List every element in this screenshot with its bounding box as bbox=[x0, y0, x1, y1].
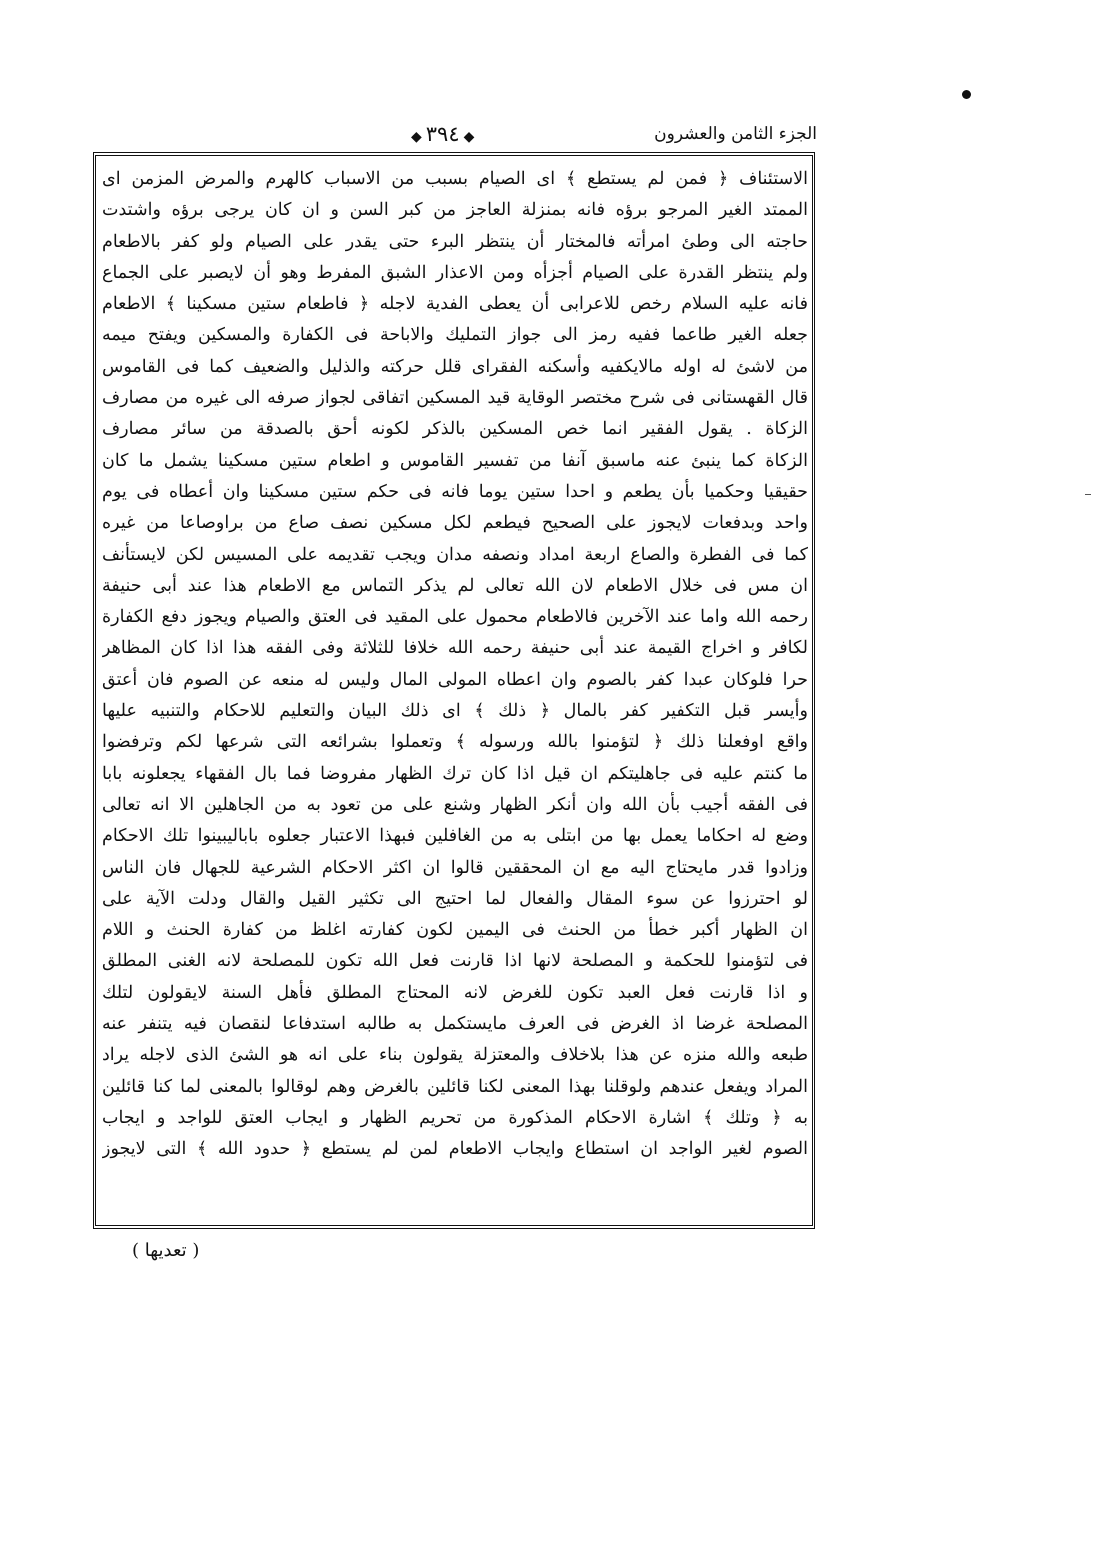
text-line: به ﴿ وتلك ﴾ اشارة الاحكام المذكورة من تحريم الظهار و ايجاب العتق للواجد و ايجاب bbox=[102, 1107, 808, 1128]
page-number: ٣٩٤ bbox=[425, 122, 460, 146]
text-line: واقع اوفعلنا ذلك ﴿ لتؤمنوا بالله ورسوله ﴾ وتعملوا بشرائعه التى شرعها لكم وترفضوا bbox=[102, 732, 808, 753]
page-header bbox=[95, 122, 817, 154]
text-line: لكافر و اخراج القيمة عند أبى حنيفة رحمه الله خلافا للثلاثة وفى الفقه هذا اذا كان المظاهر bbox=[102, 638, 808, 659]
text-line: حقيقيا وحكميا بأن يطعم و احدا ستين يوما فانه فى حكم ستين مسكينا وان أعطاه فى يوم bbox=[102, 481, 808, 502]
text-line: ولم ينتظر القدرة على الصيام أجزأه ومن الاعذار الشبق المفرط وهو أن لايصبر على الجماع bbox=[102, 262, 808, 283]
text-line: طبعه والله منزه عن هذا بلاخلاف والمعتزلة يقولون بناء على انه هو الشئ الذى لاجله يراد bbox=[102, 1045, 808, 1066]
text-line: المراد ويفعل عندهم ولوقلنا بهذا المعنى لكنا قائلين بالغرض وهم لوقالوا بالمعنى لما كنا قائلين bbox=[102, 1076, 808, 1097]
text-line: و اذا قارنت فعل العبد تكون للغرض لانه المحتاج المطلق فأهل السنة لايقولون لتلك bbox=[102, 982, 808, 1003]
text-line: فى لتؤمنوا للحكمة و المصلحة لانها اذا قارنت فعل الله تكون للمصلحة لانه الغنى المطلق bbox=[102, 951, 808, 972]
ink-dot bbox=[962, 90, 971, 99]
ornament-right-icon: ◆ bbox=[463, 129, 475, 145]
ornament-left-icon: ◆ bbox=[411, 129, 422, 145]
text-line: الصوم لغير الواجد ان استطاع وايجاب الاطعام لمن لم يستطع ﴿ حدود الله ﴾ التى لايجوز bbox=[102, 1139, 808, 1160]
text-line: ما كنتم عليه فى جاهليتكم ان قيل اذا كان ترك الظهار مفروضا فما بال الفقهاء يجعلونه بابا bbox=[102, 763, 808, 784]
text-line: لو احترزوا عن سوء المقال والفعال لما احتيج الى تكثير القيل والقال ودلت الآية على bbox=[102, 888, 808, 909]
volume-title: الجزء الثامن والعشرون bbox=[654, 124, 817, 144]
text-line: المصلحة غرضا اذ الغرض فى العرف مايستكمل به طالبه استدفاعا لنقصان فيه يتنفر عنه bbox=[102, 1014, 808, 1035]
text-line: الزكاة كما ينبئ عنه ماسبق آنفا من تفسير القاموس و اطعام ستين مسكينا يشمل ما كان bbox=[102, 450, 808, 471]
text-line: وضع له احكاما يعمل بها من ابتلى به من الغافلين فبهذا الاعتبار جعلوه باباليبينوا تلك الاحكام bbox=[102, 826, 808, 847]
text-line: ان الظهار أكبر خطأ من الحنث فى اليمين لكون كفارته اغلظ من كفارة الحنث و اللام bbox=[102, 920, 808, 941]
text-line: حاجته الى وطئ امرأته فالمختار أن ينتظر البرء حتى يقدر على الصيام ولو كفر بالاطعام bbox=[102, 231, 808, 252]
text-line: رحمه الله واما عند الآخرين فالاطعام محمول على المقيد فى العتق والصيام ويجوز دفع الكفارة bbox=[102, 607, 808, 628]
catchword: ( تعديها ) bbox=[132, 1240, 200, 1261]
text-line: قال القهستانى فى شرح مختصر الوقاية قيد المسكين اتفاقى لجواز صرفه الى غيره من مصارف bbox=[102, 388, 808, 409]
text-line: حرا فلوكان عبدا كفر بالصوم وان اعطاه المولى المال وليس له منعه عن الصوم فان أعتق bbox=[102, 669, 808, 690]
text-line: وأيسر قبل التكفير كفر بالمال ﴿ ذلك ﴾ اى ذلك البيان والتعليم للاحكام والتنبيه عليها bbox=[102, 701, 808, 722]
text-line: الممتد الغير المرجو برؤه فانه بمنزلة العاجز من كبر السن و ان كان يرجى برؤه واشتدت bbox=[102, 200, 808, 221]
text-line: ان مس فى خلال الاطعام لان الله تعالى لم يذكر التماس مع الاطعام هذا عند أبى حنيفة bbox=[102, 575, 808, 596]
text-line: كما فى الفطرة والصاع اربعة امداد ونصفه مدان ويجب تقديمه على المسيس لكن لايستأنف bbox=[102, 544, 808, 565]
body-text bbox=[102, 164, 808, 1224]
margin-mark bbox=[1085, 494, 1091, 495]
text-line: الزكاة . يقول الفقير انما خص المسكين بالذكر لكونه أحق بالصدقة من سائر مصارف bbox=[102, 419, 808, 440]
page-number-block bbox=[407, 122, 478, 146]
text-line: من لاشئ له اوله مالايكفيه وأسكنه الفقراى قلل حركته والذليل والضعيف كما فى القاموس bbox=[102, 356, 808, 377]
text-line: فانه عليه السلام رخص للاعرابى أن يعطى الفدية لاجله ﴿ فاطعام ستين مسكينا ﴾ الاطعام bbox=[102, 294, 808, 315]
text-line: جعله الغير طاعما ففيه رمز الى جواز التمليك والاباحة فى الكفارة والمسكين ويفتح ميمه bbox=[102, 325, 808, 346]
text-line: فى الفقه أجيب بأن الله وان أنكر الظهار وشنع على من تعود به من الجاهلين الا انه تعالى bbox=[102, 794, 808, 815]
text-line: واحد وبدفعات لايجوز على الصحيح فيطعم لكل مسكين نصف صاع من براوصاعا من غيره bbox=[102, 513, 808, 534]
text-line: الاستئناف ﴿ فمن لم يستطع ﴾ اى الصيام بسبب من الاسباب كالهرم والمرض المزمن اى bbox=[102, 169, 808, 189]
text-line: وزادوا قدر مايحتاج اليه مع ان المحققين قالوا ان اكثر الاحكام الشرعية للجهال فان الناس bbox=[102, 857, 808, 878]
